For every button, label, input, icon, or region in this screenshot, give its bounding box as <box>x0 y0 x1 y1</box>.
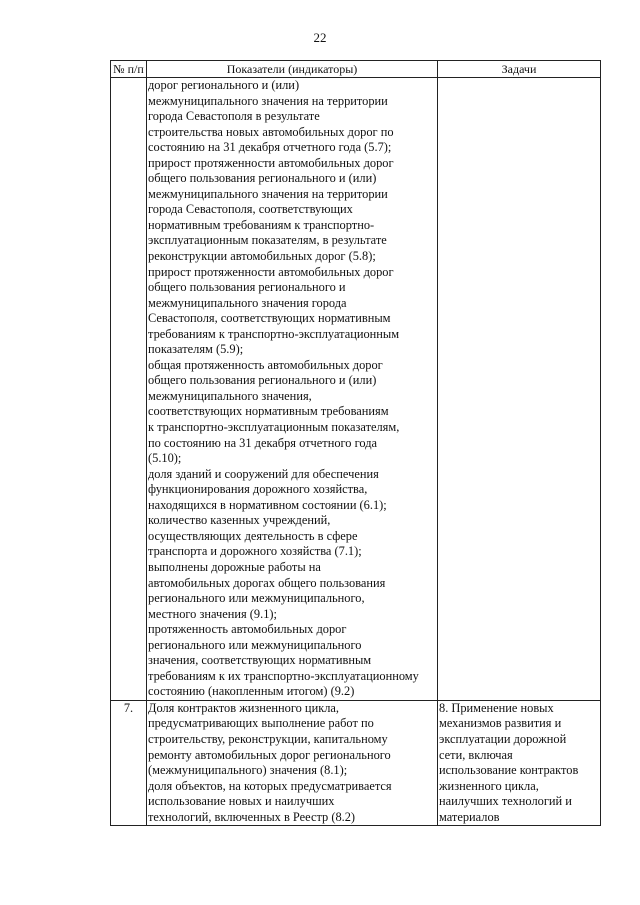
text-line: общего пользования регионального и <box>148 280 346 295</box>
text-line: Севастополя, соответствующих нормативным <box>148 311 391 326</box>
text-line: дорог регионального и (или) <box>148 78 300 92</box>
text-line: выполнены дорожные работы на <box>148 559 321 574</box>
indicators-cell <box>147 78 438 701</box>
text-line: функционирования дорожного хозяйства, <box>148 482 368 497</box>
text-line: использование контрактов <box>439 763 579 778</box>
text-line: требованиям к транспортно-эксплуатационным <box>148 326 400 341</box>
text-line: реконструкции автомобильных дорог (5.8); <box>148 249 376 264</box>
text-line: строительству, реконструкции, капитальному <box>148 731 388 746</box>
table-row <box>111 700 601 825</box>
text-line: города Севастополя в результате <box>148 109 320 124</box>
text-line: показателям (5.9); <box>148 342 244 357</box>
indicators-cell <box>147 700 438 825</box>
indicators-table <box>110 60 601 826</box>
text-line: ремонту автомобильных дорог регионального <box>148 747 391 762</box>
text-line: значения, соответствующих нормативным <box>148 653 372 668</box>
tasks-cell <box>438 78 601 701</box>
header-number: № п/п <box>111 61 147 78</box>
text-line: механизмов развития и <box>439 716 562 731</box>
header-tasks: Задачи <box>438 61 601 78</box>
text-line: межмуниципального значения на территории <box>148 186 388 201</box>
text-line: жизненного цикла, <box>439 778 539 793</box>
table-header-row <box>111 61 601 78</box>
header-indicators: Показатели (индикаторы) <box>147 61 438 78</box>
text-line: технологий, включенных в Реестр (8.2) <box>148 809 356 824</box>
text-line: материалов <box>439 809 500 824</box>
text-line: (5.10); <box>148 451 182 466</box>
text-line: регионального или межмуниципального, <box>148 591 365 606</box>
text-line: доля объектов, на которых предусматривается <box>148 778 392 793</box>
text-line: осуществляющих деятельность в сфере <box>148 528 358 543</box>
text-line: (межмуниципального) значения (8.1); <box>148 763 348 778</box>
text-line: соответствующих нормативным требованиям <box>148 404 389 419</box>
tasks-cell <box>438 700 601 825</box>
text-line: количество казенных учреждений, <box>148 513 331 528</box>
text-line: автомобильных дорогах общего пользования <box>148 575 386 590</box>
row-number: 7. <box>111 700 147 825</box>
row-number <box>111 78 147 701</box>
text-line: эксплуатационным показателям, в результате <box>148 233 387 248</box>
text-line: межмуниципального значения города <box>148 295 347 310</box>
text-line: строительства новых автомобильных дорог по <box>148 124 394 139</box>
text-line: регионального или межмуниципального <box>148 637 362 652</box>
table-row <box>111 78 601 701</box>
text-line: общего пользования регионального и (или) <box>148 373 377 388</box>
text-line: межмуниципального значения на территории <box>148 93 388 108</box>
text-line: города Севастополя, соответствующих <box>148 202 353 217</box>
text-line: протяженность автомобильных дорог <box>148 622 347 637</box>
text-line: транспорта и дорожного хозяйства (7.1); <box>148 544 362 559</box>
text-line: сети, включая <box>439 747 513 762</box>
text-line: наилучших технологий и <box>439 794 572 809</box>
text-line: прирост протяженности автомобильных дорог <box>148 264 394 279</box>
text-line: использование новых и наилучших <box>148 794 335 809</box>
text-line: по состоянию на 31 декабря отчетного года <box>148 435 378 450</box>
text-line: находящихся в нормативном состоянии (6.1); <box>148 497 387 512</box>
text-line: общая протяженность автомобильных дорог <box>148 357 383 372</box>
text-line: местного значения (9.1); <box>148 606 277 621</box>
text-line: требованиям к их транспортно-эксплуатационному <box>148 668 419 683</box>
text-line: Доля контрактов жизненного цикла, <box>148 700 339 715</box>
text-line: общего пользования регионального и (или) <box>148 171 377 186</box>
text-line: доля зданий и сооружений для обеспечения <box>148 466 379 481</box>
text-line: предусматривающих выполнение работ по <box>148 716 374 731</box>
text-line: к транспортно-эксплуатационным показателям, <box>148 420 400 435</box>
text-line: межмуниципального значения, <box>148 388 312 403</box>
text-line: прирост протяженности автомобильных дорог <box>148 155 394 170</box>
text-line: состоянию (накопленным итогом) (9.2) <box>148 684 355 699</box>
text-line: эксплуатации дорожной <box>439 731 567 746</box>
page-number: 22 <box>313 30 327 45</box>
text-line: 8. Применение новых <box>439 700 554 715</box>
text-line: состоянию на 31 декабря отчетного года (5.7); <box>148 140 392 155</box>
text-line: нормативным требованиям к транспортно- <box>148 217 375 232</box>
